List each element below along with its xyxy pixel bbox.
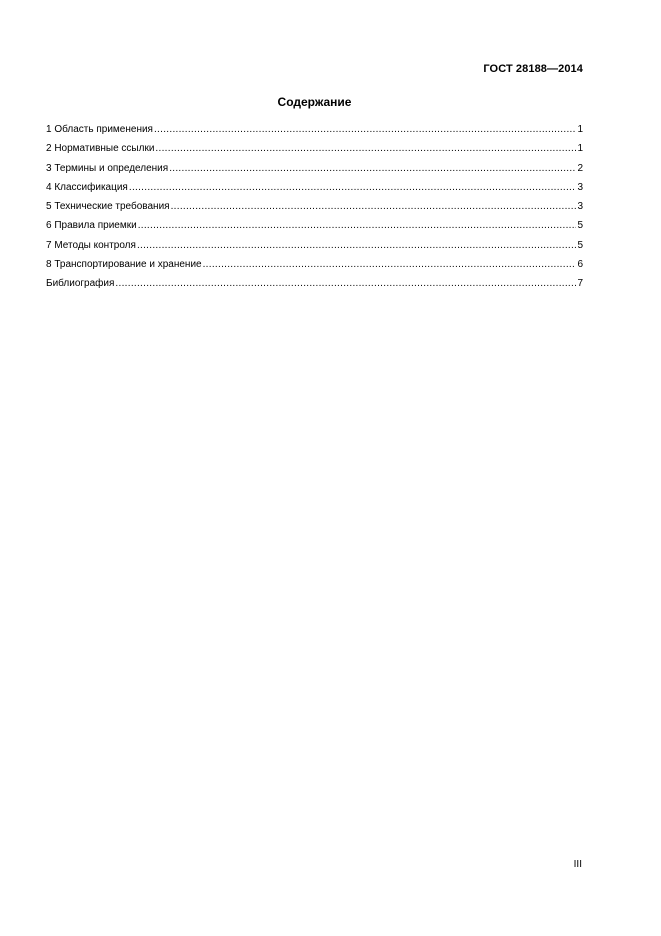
- toc-entry[interactable]: [46, 143, 583, 162]
- toc-leader-dots: [138, 220, 577, 231]
- toc-entry-page: 3: [577, 181, 583, 193]
- toc-entry-page: 6: [577, 259, 583, 271]
- table-of-contents: [46, 124, 583, 298]
- toc-leader-dots: [154, 124, 576, 135]
- toc-entry-label: 4 Классификация: [46, 181, 128, 193]
- document-code: ГОСТ 28188—2014: [483, 63, 583, 75]
- toc-entry[interactable]: [46, 124, 583, 143]
- toc-entry-page: 1: [577, 124, 583, 135]
- toc-entry[interactable]: [46, 182, 583, 201]
- toc-leader-dots: [169, 163, 576, 174]
- toc-entry-page: 3: [577, 201, 583, 213]
- toc-entry-page: 2: [577, 162, 583, 174]
- toc-entry-label: 1 Область применения: [46, 124, 153, 135]
- toc-entry-page: 5: [577, 239, 583, 251]
- toc-leader-dots: [115, 278, 576, 289]
- toc-entry-label: 6 Правила приемки: [46, 220, 137, 232]
- toc-entry-page: 7: [577, 278, 583, 290]
- toc-leader-dots: [171, 201, 577, 212]
- page-number: III: [573, 859, 582, 870]
- toc-entry-label: 3 Термины и определения: [46, 162, 169, 174]
- toc-entry-label: Библиография: [46, 278, 115, 290]
- toc-entry[interactable]: [46, 259, 583, 278]
- toc-entry-page: 5: [577, 220, 583, 232]
- toc-entry[interactable]: [46, 220, 583, 239]
- toc-entry[interactable]: [46, 240, 583, 259]
- toc-entry[interactable]: [46, 163, 583, 182]
- toc-leader-dots: [155, 143, 576, 154]
- toc-leader-dots: [137, 240, 577, 251]
- toc-entry-label: 8 Транспортирование и хранение: [46, 259, 202, 271]
- toc-leader-dots: [129, 182, 577, 193]
- toc-entry[interactable]: [46, 201, 583, 220]
- toc-entry-page: 1: [577, 143, 583, 155]
- toc-entry[interactable]: [46, 278, 583, 297]
- toc-leader-dots: [203, 259, 577, 270]
- toc-entry-label: 7 Методы контроля: [46, 239, 136, 251]
- toc-entry-label: 2 Нормативные ссылки: [46, 143, 155, 155]
- toc-title: Содержание: [277, 95, 352, 109]
- toc-entry-label: 5 Технические требования: [46, 201, 170, 213]
